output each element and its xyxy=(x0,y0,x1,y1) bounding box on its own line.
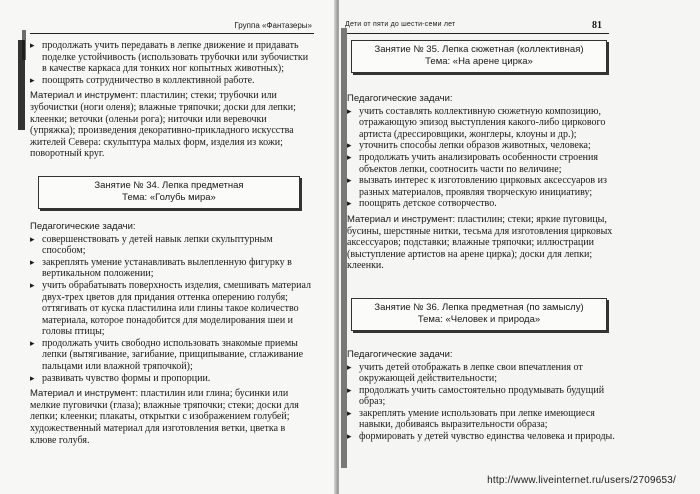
lesson-topic: Тема: «На арене цирка» xyxy=(425,56,533,67)
list-item: ▸ формировать у детей чувство единства человека и природы. xyxy=(347,431,629,443)
lesson-title: Занятие № 34. Лепка предметная xyxy=(94,179,244,191)
right-page-content xyxy=(347,40,629,443)
lesson-title: Занятие № 35. Лепка сюжетная (коллективная) xyxy=(374,44,584,55)
materials-label: Материал и инструмент: xyxy=(30,388,139,400)
list-item: ▸ учить обрабатывать поверхность изделия, смешивать материал двух-трех цветов для придания оттенка оперению голубя; оттягивать от куска пластилина или глины такое количество материала, которое понадобится для моделирования шеи и головы птицы; xyxy=(30,280,314,338)
materials-text: пластилин или глина; бусинки или мелкие пуговички (глаза); влажные тряпочки; стеки; доски для лепки; клеенки; плакаты, открытки с изображением голубей; художественный материал для изготовления ветки, цветка в клюве голубя. xyxy=(30,388,299,446)
lesson-topic: Тема: «Голубь мира» xyxy=(122,191,216,203)
header-rule xyxy=(30,33,314,34)
lesson-34-task-list xyxy=(30,234,314,385)
running-head: Группа «Фантазеры» xyxy=(234,21,312,30)
list-item: ▸ продолжать учить свободно использовать знакомые приемы лепки (вытягивание, загибание, прищипывание, сглаживание пальцами или влажной тряпочкой); xyxy=(30,338,314,373)
header-rule xyxy=(347,33,609,34)
list-item: ▸ поощрять детское сотворчество. xyxy=(347,198,629,210)
left-page-content xyxy=(30,40,314,446)
materials-paragraph xyxy=(30,388,314,446)
materials-paragraph xyxy=(347,214,629,272)
materials-label: Материал и инструмент: xyxy=(347,213,456,225)
list-item: ▸ продолжать учить самостоятельно продумывать будущий образ; xyxy=(347,385,629,408)
materials-text: пластилин; стеки; яркие пуговицы, бусины, шерстяные нитки, тесьма для изготовления цирковых аксессуаров; подставки; влажные тряпочки; иллюстрации (выступление артистов на арене цирка); доски для лепки; клеенки. xyxy=(347,213,613,272)
lesson-36-box xyxy=(351,298,607,331)
running-head: Дети от пяти до шести-семи лет xyxy=(345,21,456,28)
list-item: ▸ закреплять умение устанавливать вылепленную фигурку в вертикальном положении; xyxy=(30,257,314,280)
list-item: ▸ продолжать учить передавать в лепке движение и придавать поделке устойчивость (использовать трубочки или зубочистки в качестве каркаса для тонких ног копытных животных); xyxy=(30,40,314,75)
tasks-heading: Педагогические задачи: xyxy=(30,220,136,232)
tasks-heading: Педагогические задачи: xyxy=(347,93,453,104)
list-item: ▸ поощрять сотрудничество в коллективной работе. xyxy=(30,75,314,87)
lesson-34-box xyxy=(38,176,300,209)
list-item: ▸ совершенствовать у детей навык лепки скульптурным способом; xyxy=(30,234,314,257)
right-page xyxy=(339,0,700,494)
tasks-heading: Педагогические задачи: xyxy=(347,348,453,360)
lesson-36-task-list xyxy=(347,362,629,443)
list-item: ▸ учить детей отображать в лепке свои впечатления от окружающей действительности; xyxy=(347,362,629,385)
list-item: ▸ продолжать учить анализировать особенности строения объектов лепки, соотносить части по величине; xyxy=(347,152,629,175)
materials-paragraph xyxy=(30,90,314,160)
lesson-title: Занятие № 36. Лепка предметная (по замыслу) xyxy=(374,301,584,313)
lesson-35-task-list xyxy=(347,106,629,210)
list-item: ▸ развивать чувство формы и пропорции. xyxy=(30,373,314,385)
materials-label: Материал и инструмент: xyxy=(30,90,139,102)
page-number: 81 xyxy=(592,20,602,31)
intro-task-list xyxy=(30,40,314,86)
list-item: ▸ учить составлять коллективную сюжетную композицию, отражающую эпизод выступления какого-либо циркового артиста (дрессировщики, жонглеры, клоуны и др.); xyxy=(347,106,629,141)
left-page xyxy=(0,0,336,494)
list-item: ▸ уточнить способы лепки образов животных, человека; xyxy=(347,140,629,152)
list-item: ▸ закреплять умение использовать при лепке имеющиеся навыки, добиваясь выразительности образа; xyxy=(347,408,629,431)
watermark-url: http://www.liveinternet.ru/users/2709653/ xyxy=(487,475,676,486)
lesson-topic: Тема: «Человек и природа» xyxy=(417,313,541,325)
list-item: ▸ вызвать интерес к изготовлению цирковых аксессуаров из разных материалов, проявляя творческую инициативу; xyxy=(347,175,629,198)
materials-text: пластилин; стеки; трубочки или зубочистки (ноги оленя); влажные тряпочки; доски для лепки; клеенки; веточки (оленьи рога); ниточки или веревочки (упряжка); произведения декоративно-прикладного искусства жителей Севера: скульптура малых форм, изделия из кожи; поворотный круг. xyxy=(30,90,296,160)
lesson-35-box xyxy=(351,40,607,73)
